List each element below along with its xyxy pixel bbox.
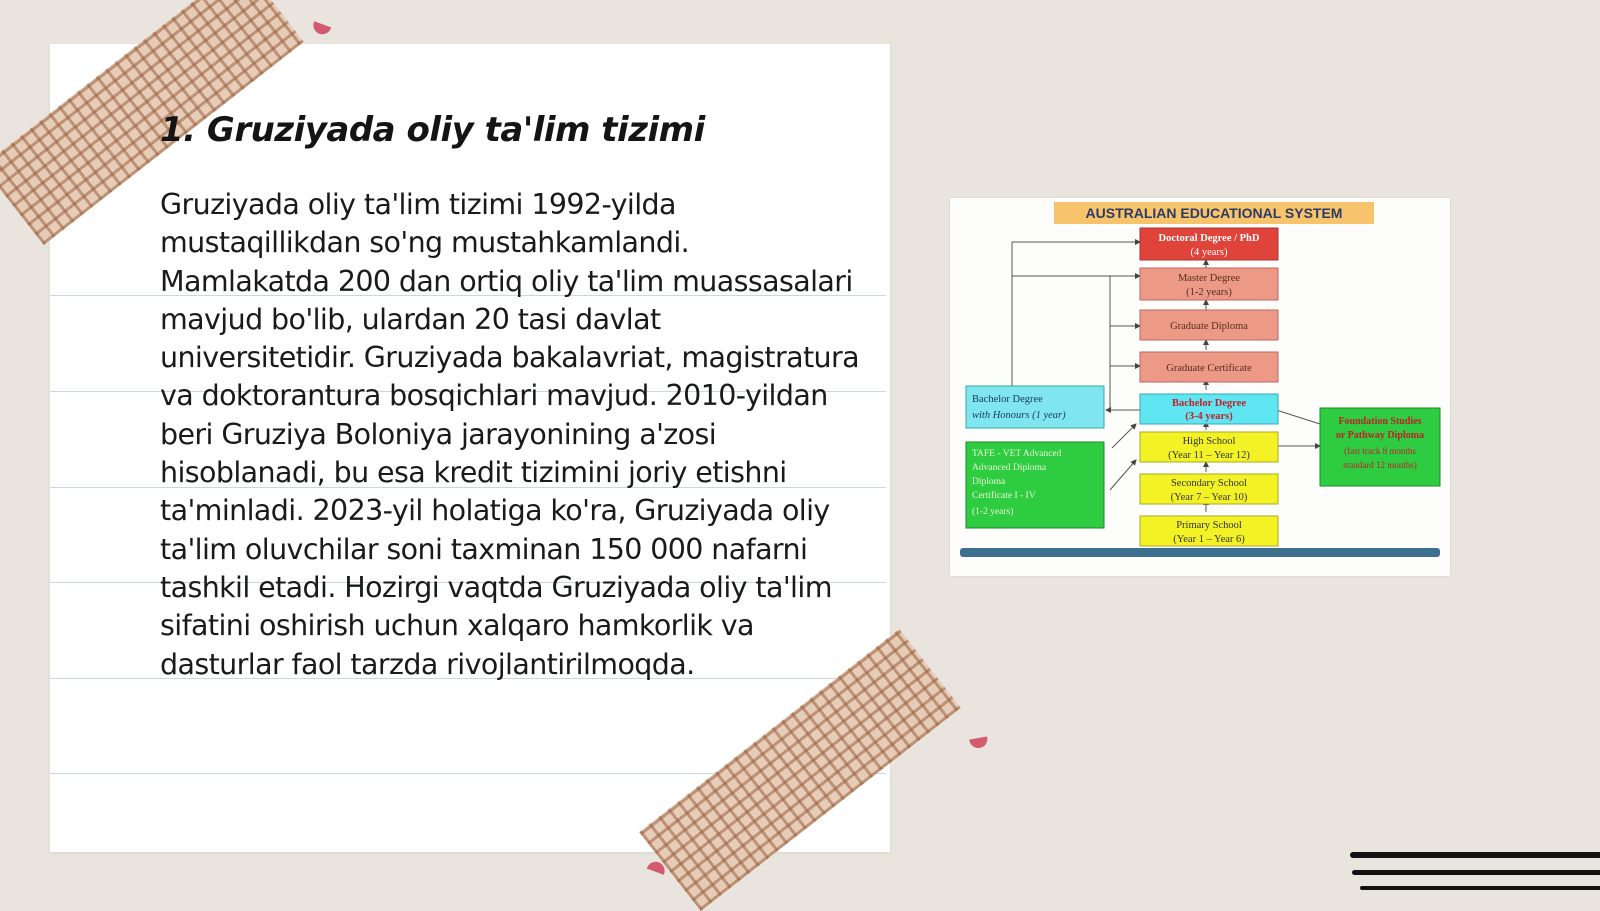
- slide-body-text: Gruziyada oliy ta'lim tizimi 1992-yilda mustaqillikdan so'ng mustahkamlandi. Mamlakatda 200 dan ortiq oliy ta'lim muassasalari mavjud bo'lib, ulardan 20 tasi davlat universitetidir. Gruziyada bakalavriat, magistratura va doktorantura bosqichlari mavjud. 2010-yildan beri Gruziya Boloniya jarayonining a'zosi hisoblanadi, bu esa kredit tizimini joriy etishni ta'minladi. 2023-yil holatiga ko'ra, Gruziyada oliy ta'lim oluvchilar soni taxminan 150 000 nafarni tashkil etadi. Hozirgi vaqtda Gruziyada oliy ta'lim sifatini oshirish uchun xalqaro hamkorlik va dasturlar faol tarzda rivojlantirilmoqda.: [160, 188, 859, 681]
- master-label: Master Degree: [1177, 273, 1241, 284]
- tape-pin-decoration: [969, 737, 988, 750]
- graduate-diploma-label: Graduate Diploma: [1170, 321, 1248, 332]
- tafe-line-1: TAFE - VET Advanced: [972, 449, 1062, 459]
- honours-label: Bachelor Degree: [972, 394, 1043, 405]
- primary-school-label: Primary School: [1176, 520, 1242, 531]
- bachelor-duration: (3-4 years): [1185, 411, 1233, 422]
- slide-title: 1. Gruziyada oliy ta'lim tizimi: [160, 110, 705, 150]
- diagram-footer-bar: [960, 548, 1440, 557]
- brush-stroke-decoration: [1360, 886, 1600, 890]
- foundation-line-3: (fast track 8 months: [1344, 446, 1416, 456]
- tafe-line-2: Advanced Diploma: [972, 463, 1047, 473]
- secondary-school-years: (Year 7 – Year 10): [1170, 492, 1248, 503]
- tafe-line-4: Certificate I - IV: [972, 491, 1036, 501]
- diagram-svg: [950, 198, 1450, 576]
- high-school-label: High School: [1182, 436, 1236, 447]
- doctoral-duration: (4 years): [1190, 247, 1228, 258]
- tape-pin-decoration: [311, 21, 331, 37]
- brush-stroke-decoration: [1352, 870, 1600, 875]
- brush-stroke-decoration: [1350, 852, 1600, 858]
- foundation-line-4: standard 12 months): [1343, 460, 1417, 470]
- master-duration: (1-2 years): [1186, 287, 1232, 298]
- foundation-line-2: or Pathway Diploma: [1335, 430, 1425, 441]
- tafe-line-3: Diploma: [972, 477, 1006, 487]
- honours-duration: with Honours (1 year): [972, 410, 1066, 421]
- education-system-diagram: [950, 198, 1450, 576]
- secondary-school-label: Secondary School: [1170, 478, 1248, 489]
- doctoral-label: Doctoral Degree / PhD: [1158, 233, 1260, 244]
- tafe-line-5: (1-2 years): [972, 507, 1014, 517]
- diagram-heading: AUSTRALIAN EDUCATIONAL SYSTEM: [1085, 205, 1343, 221]
- honours-box: [966, 386, 1104, 428]
- high-school-years: (Year 11 – Year 12): [1168, 450, 1250, 461]
- bachelor-label: Bachelor Degree: [1172, 398, 1246, 409]
- primary-school-years: (Year 1 – Year 6): [1173, 534, 1245, 545]
- foundation-line-1: Foundation Studies: [1338, 416, 1422, 427]
- graduate-certificate-label: Graduate Certificate: [1166, 363, 1252, 374]
